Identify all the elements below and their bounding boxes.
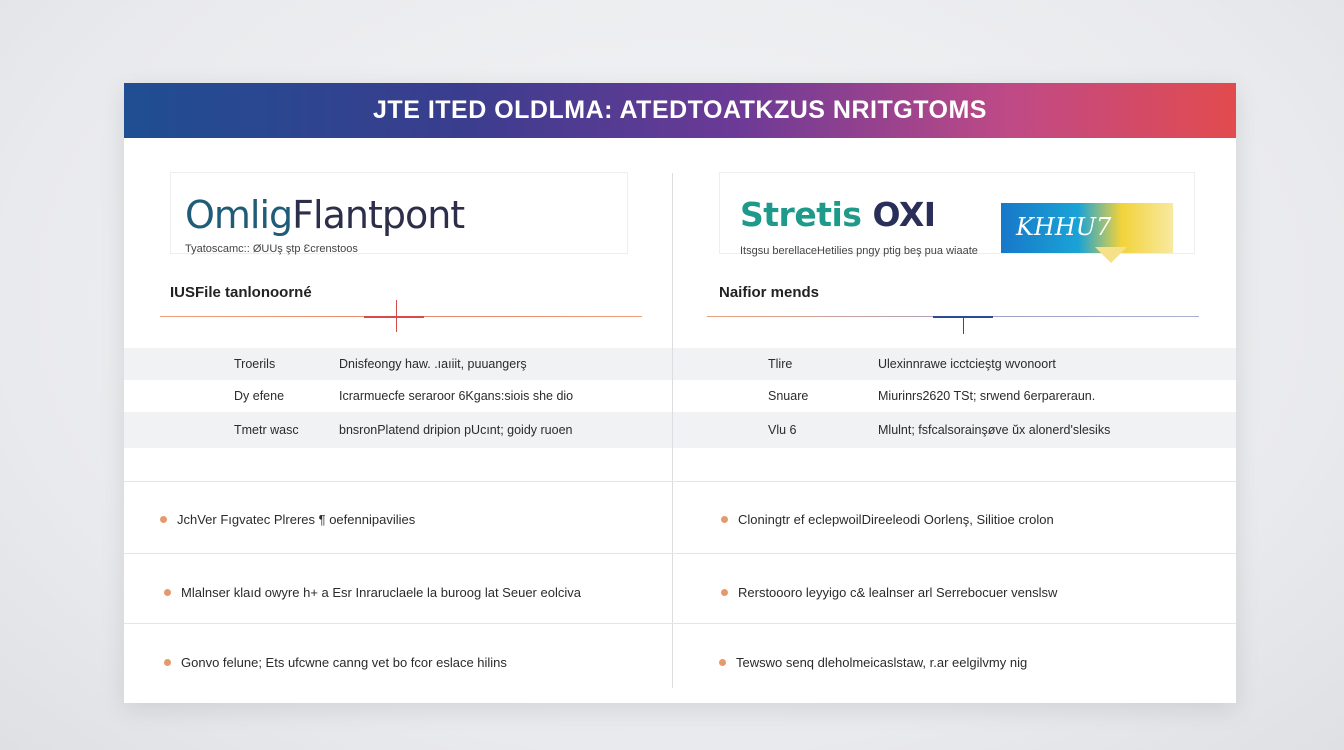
list-item [164, 652, 507, 672]
right-marker-tick [963, 316, 964, 334]
table-row [124, 412, 672, 448]
table-row [673, 348, 1236, 380]
bullet-dot-icon [164, 659, 171, 666]
right-logo-badge-text: KHHU7 [1016, 213, 1112, 241]
left-logo-part1: Omlig [185, 193, 293, 237]
table-row [673, 412, 1236, 448]
title-banner [124, 83, 1236, 138]
row-key: Troerils [234, 357, 276, 371]
row-value: Icrarmuecfe seraroor 6Kgans:siois she dio [339, 389, 574, 403]
list-item [164, 582, 581, 602]
bullet-text: Cloningtr ef eclepwoilDireeleodi Oorlenş, Silitioe crolon [738, 511, 1054, 527]
list-item [721, 582, 1057, 602]
right-section-heading: Naifior mends [719, 284, 820, 301]
row-separator [124, 623, 1236, 624]
bullet-text: Tewswo senq dleholmeicaslstaw, r.ar eelgilvmy nig [736, 654, 1028, 670]
right-column [673, 138, 1236, 703]
bullet-dot-icon [721, 516, 728, 523]
right-logo-subtitle: Itsgsu berellaceHetilies pngy ptig beş pua wiaate [740, 245, 978, 257]
row-key: Tmetr wasc [234, 423, 299, 437]
bullet-text: Rerstoooro leyyigo c& lealnser arl Serrebocuer venslsw [738, 584, 1058, 600]
right-logo-part1: Stretis [740, 195, 862, 234]
row-key: Tlire [768, 357, 793, 371]
table-row [124, 348, 672, 380]
left-column [124, 138, 672, 703]
bullet-text: Gonvo felune; Ets ufcwne canng vet bo fcor eslace hilins [181, 654, 507, 670]
left-attribute-table [124, 348, 672, 448]
left-logo-box [170, 172, 628, 254]
row-value: Miurinrs2620 TSt; srwend 6erpareraun. [878, 389, 1096, 403]
row-key: Snuare [768, 389, 809, 403]
bullet-dot-icon [160, 516, 167, 523]
bullet-dot-icon [721, 589, 728, 596]
list-item [719, 652, 1027, 672]
table-row [673, 380, 1236, 412]
right-logo-badge-tail [1095, 247, 1127, 263]
right-attribute-table [673, 348, 1236, 448]
list-item [160, 509, 415, 529]
right-logo [740, 195, 936, 234]
right-logo-box [719, 172, 1195, 257]
banner-title: JTE ITED OLDLMA: ATEDTOATKZUS NRITGTOMS [373, 96, 987, 124]
row-key: Dy efene [234, 389, 285, 403]
bullet-dot-icon [719, 659, 726, 666]
list-item [721, 509, 1054, 529]
left-marker-tick [396, 300, 397, 332]
right-logo-part2: OXI [872, 195, 936, 234]
left-section-heading: IUSFile tanlonoorné [170, 284, 312, 301]
comparison-slide [124, 83, 1236, 703]
row-value: bnsronPlatend dripion pUcınt; goidy ruoen [339, 423, 573, 437]
left-logo-subtitle: Tyatoscamc:: ØUUş ştp Ɛcrenstoos [185, 243, 358, 255]
row-separator [124, 481, 1236, 482]
row-value: Mlulnt; fsfcalsorainşøve ŭx alonerd'slesiks [878, 423, 1111, 437]
bullet-text: JchVer Fıgvatec Plreres ¶ oefennipavilies [177, 511, 416, 527]
bullet-dot-icon [164, 589, 171, 596]
row-separator [124, 553, 1236, 554]
row-value: Ulexinnrawe icctcieştg wvonoort [878, 357, 1056, 371]
row-key: Vlu 6 [768, 423, 797, 437]
bullet-text: Mlalnser klaıd owyre h+ a Esr Inraruclaele la buroog lat Seuer eolciva [181, 584, 581, 600]
table-row [124, 380, 672, 412]
left-logo-part2: Flantpont [292, 193, 465, 237]
left-marker-bar [364, 316, 424, 318]
left-logo [185, 193, 464, 237]
row-value: Dnisfeongy haw. .ıaıiit, puuangerş [339, 357, 527, 371]
